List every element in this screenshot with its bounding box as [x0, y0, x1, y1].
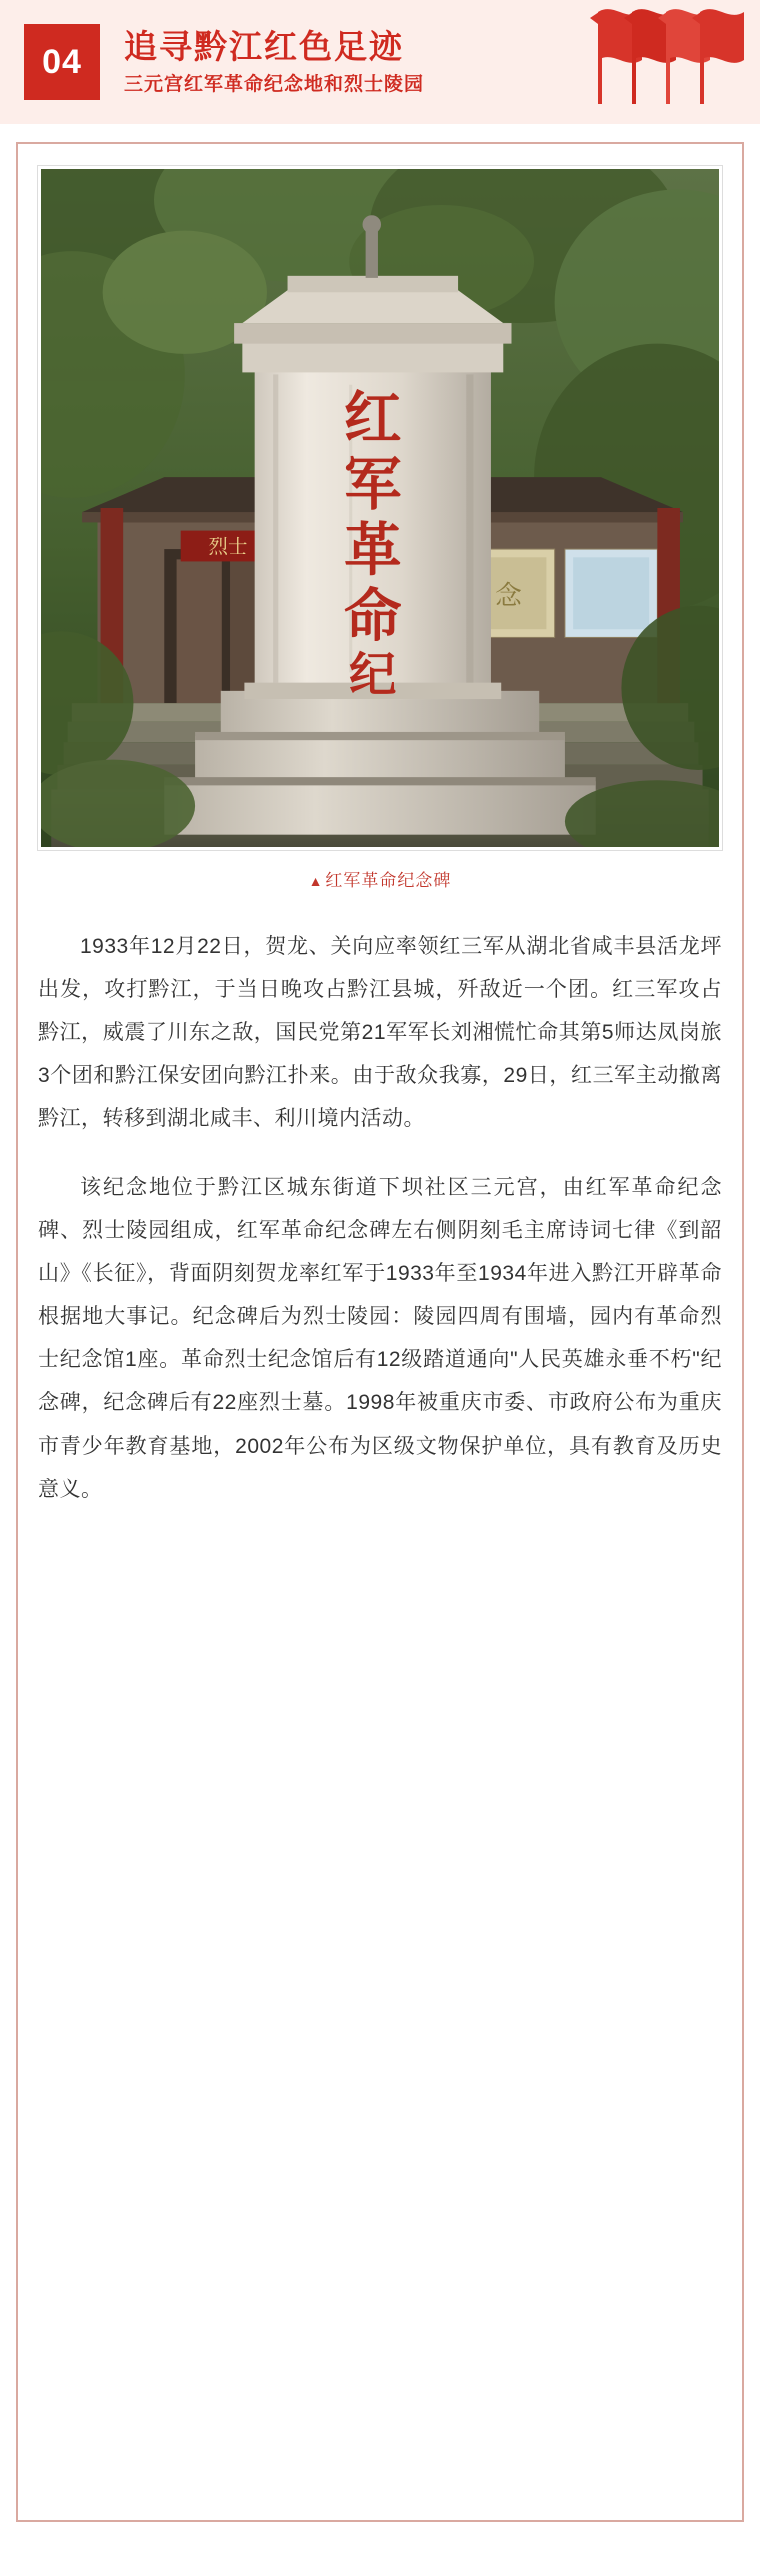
- content-card: [16, 142, 744, 2522]
- figure-caption: [38, 866, 722, 891]
- svg-text:军: 军: [344, 453, 402, 517]
- page-header: [0, 0, 760, 124]
- article-paragraph-2: 该纪念地位于黔江区城东街道下坝社区三元宫，由红军革命纪念碑、烈士陵园组成，红军革命纪念碑左右侧阴刻毛主席诗词七律《到韶山》《长征》，背面阴刻贺龙率红军于1933年至1934年进入黔江开辟革命根据地大事记。纪念碑后为烈士陵园：陵园四周有围墙，园内有革命烈士纪念馆1座。革命烈士纪念馆后有12级踏道通向"人民英雄永垂不朽"纪念碑，纪念碑后有22座烈士墓。1998年被重庆市委、市政府公布为重庆市青少年教育基地，2002年公布为区级文物保护单位，具有教育及历史意义。: [38, 1176, 722, 1501]
- page-subtitle: 三元宫红军革命纪念地和烈士陵园: [124, 74, 425, 96]
- header-title-group: [124, 26, 580, 98]
- section-number-badge: 04: [24, 24, 100, 100]
- svg-text:红: 红: [344, 388, 402, 452]
- monument-figure: [38, 166, 722, 891]
- svg-text:纪: 纪: [349, 649, 397, 702]
- page-title: 追寻黔江红色足迹: [124, 28, 404, 66]
- monument-photo: [38, 166, 722, 850]
- article-paragraph-1: 1933年12月22日，贺龙、关向应率领红三军从湖北省咸丰县活龙坪出发，攻打黔江，于当日晚攻占黔江县城，歼敌近一个团。红三军攻占黔江，威震了川东之敌，国民党第21军军长刘湘慌忙命其第5师达凤岗旅3个团和黔江保安团向黔江扑来。由于敌众我寡，29日，红三军主动撤离黔江，转移到湖北咸丰、利川境内活动。: [38, 935, 722, 1131]
- caption-marker-icon: ▲: [308, 873, 324, 889]
- caption-text: 红军革命纪念碑: [325, 871, 452, 890]
- svg-text:念: 念: [495, 580, 522, 611]
- red-flags-icon: [580, 0, 760, 124]
- svg-text:命: 命: [344, 585, 402, 649]
- svg-text:革: 革: [344, 519, 402, 583]
- svg-text:烈士: 烈士: [208, 537, 248, 559]
- article-body: [38, 925, 722, 1511]
